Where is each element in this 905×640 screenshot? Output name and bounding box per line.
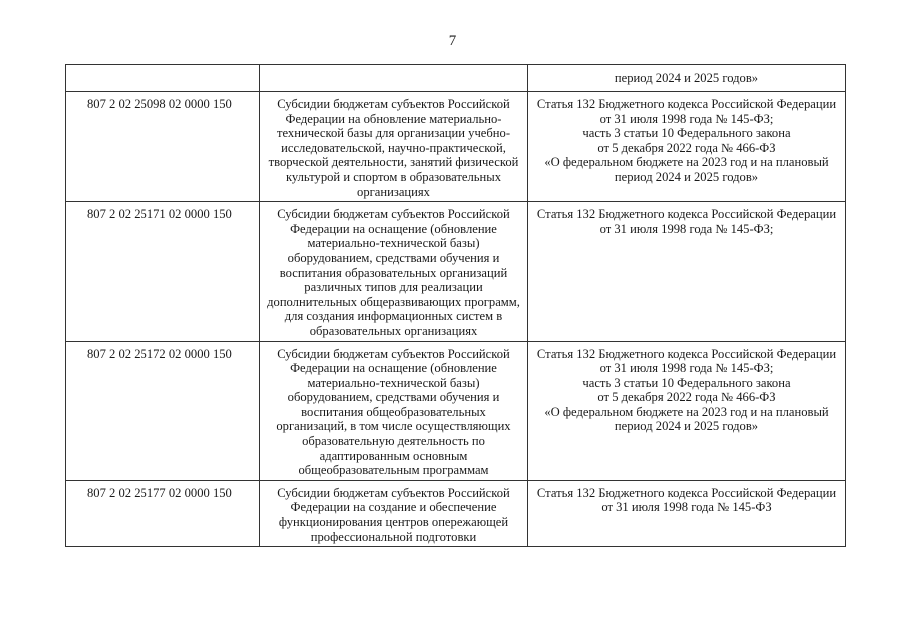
description-line: образовательную деятельность по (302, 434, 485, 449)
description-line: общеобразовательным программам (298, 463, 489, 478)
legal-basis-line: период 2024 и 2025 годов» (614, 169, 759, 184)
description-line: оборудованием, средствами обучения и (287, 250, 500, 265)
code-cell (66, 65, 260, 92)
description-cell (260, 480, 528, 546)
legal-basis-line: период 2024 и 2025 годов» (614, 419, 759, 434)
description-line: воспитания общеобразовательных (301, 404, 486, 419)
description-line: Федерации на создание и обеспечение (290, 500, 497, 515)
legal-basis-line: Статья 132 Бюджетного кодекса Российской Федерации (536, 346, 837, 361)
table-row (66, 480, 846, 546)
legal-basis-line: от 5 декабря 2022 года № 466-ФЗ (597, 140, 776, 155)
budget-classification-table (65, 64, 846, 547)
description-line: оборудованием, средствами обучения и (287, 390, 500, 405)
table-row (66, 341, 846, 480)
description-line: профессиональной подготовки (310, 529, 477, 544)
description-line: исследовательской, научно-практической, (281, 140, 506, 155)
description-line: материально-технической базы) (307, 236, 480, 251)
description-line: Субсидии бюджетам субъектов Российской (277, 485, 510, 500)
description-cell (260, 341, 528, 480)
legal-basis-line: «О федеральном бюджете на 2023 год и на плановый (544, 404, 829, 419)
description-line: Федерации на оснащение (обновление (290, 221, 497, 236)
legal-basis-line: период 2024 и 2025 годов» (614, 71, 759, 85)
description-line: творческой деятельности, занятий физической (268, 155, 519, 170)
description-line: Федерации на оснащение (обновление (290, 361, 497, 376)
description-line: функционирования центров опережающей (278, 515, 509, 530)
legal-basis-line: от 5 декабря 2022 года № 466-ФЗ (597, 390, 776, 405)
legal-basis-line: от 31 июля 1998 года № 145-ФЗ (601, 500, 772, 515)
legal-basis-line: Статья 132 Бюджетного кодекса Российской Федерации (536, 97, 837, 111)
description-line: Субсидии бюджетам субъектов Российской (277, 346, 510, 361)
page-number: 7 (448, 33, 457, 49)
description-line: образовательных организациях (309, 323, 478, 338)
description-line: организаций, в том числе осуществляющих (276, 419, 511, 434)
legal-basis-line: часть 3 статьи 10 Федерального закона (582, 375, 791, 390)
description-line: дополнительных общеразвивающих программ, (267, 294, 520, 309)
description-line: Федерации на обновление материально- (285, 111, 502, 126)
description-line: культурой и спортом в образовательных (285, 169, 502, 184)
legal-basis-line: от 31 июля 1998 года № 145-ФЗ; (599, 221, 774, 236)
budget-code-cell: 807 2 02 25171 02 0000 150 (66, 202, 260, 341)
legal-basis-cell (528, 65, 846, 92)
description-line: технической базы для организации учебно- (276, 126, 511, 141)
legal-basis-line: Статья 132 Бюджетного кодекса Российской Федерации (536, 485, 837, 500)
legal-basis-line: «О федеральном бюджете на 2023 год и на плановый (544, 155, 829, 170)
budget-code-cell: 807 2 02 25177 02 0000 150 (66, 480, 260, 546)
description-line: адаптированным основным (319, 448, 468, 463)
legal-basis-cell (528, 202, 846, 341)
legal-basis-cell (528, 480, 846, 546)
description-line: различных типов для реализации (304, 280, 483, 295)
description-line: организациях (357, 184, 430, 199)
legal-basis-cell (528, 92, 846, 202)
legal-basis-line: Статья 132 Бюджетного кодекса Российской Федерации (536, 207, 837, 222)
table-row-continued (66, 65, 846, 92)
table-body (66, 65, 846, 547)
description-line: материально-технической базы) (307, 375, 480, 390)
table-row (66, 202, 846, 341)
legal-basis-cell (528, 341, 846, 480)
description-cell (260, 65, 528, 92)
budget-code-cell: 807 2 02 25172 02 0000 150 (66, 341, 260, 480)
table-row (66, 92, 846, 202)
description-line: для создания информационных систем в (284, 309, 503, 324)
description-cell (260, 92, 528, 202)
description-line: воспитания образовательных организаций (279, 265, 508, 280)
description-line: Субсидии бюджетам субъектов Российской (277, 207, 510, 222)
description-cell (260, 202, 528, 341)
legal-basis-line: часть 3 статьи 10 Федерального закона (582, 126, 791, 141)
legal-basis-line: от 31 июля 1998 года № 145-ФЗ; (599, 111, 774, 126)
budget-code-cell: 807 2 02 25098 02 0000 150 (66, 92, 260, 202)
description-line: Субсидии бюджетам субъектов Российской (277, 97, 510, 111)
legal-basis-line: от 31 июля 1998 года № 145-ФЗ; (599, 361, 774, 376)
